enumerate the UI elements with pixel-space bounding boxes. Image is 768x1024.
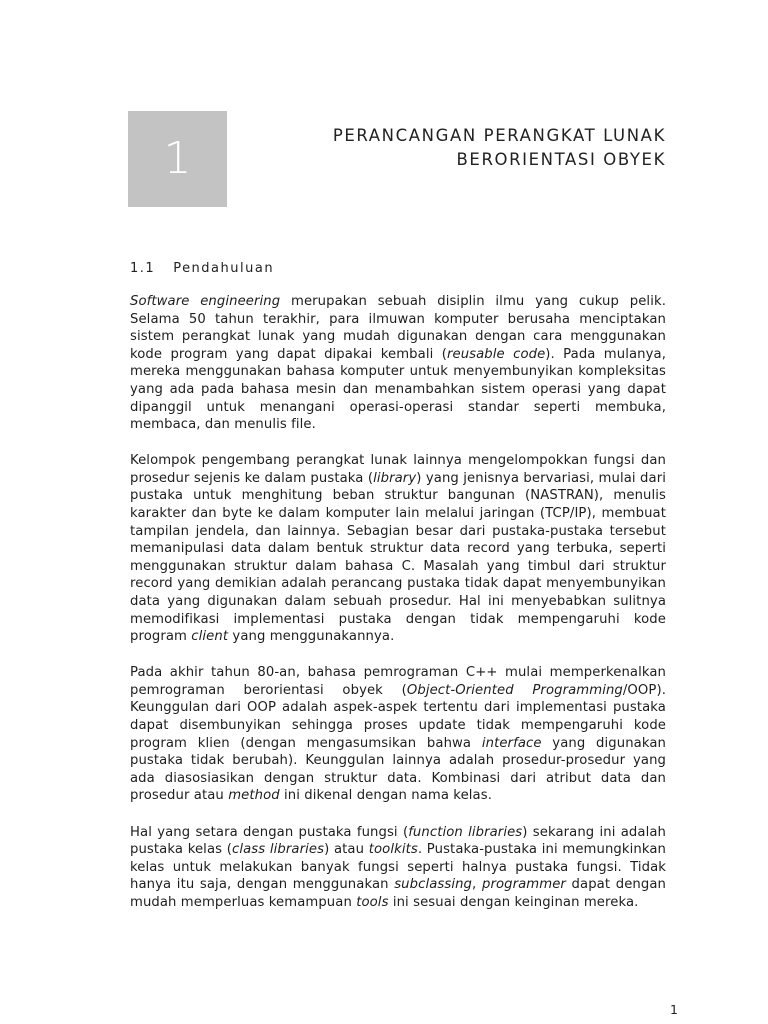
paragraph-3: [130, 664, 666, 805]
text-run: ) yang jenisnya bervariasi, mulai dari pustaka untuk menghitung beban struktur bangunan (NASTRAN), menulis karakter dan byte ke dalam komputer lain melalui jaringan (TCP/IP), membuat tampilan jendela, dan lainnya. Sebagian besar dari pustaka-pustaka tersebut memanipulasi data dalam bentuk struktur data record yang terbuka, seperti menggunakan struktur dalam bahasa C. Masalah yang timbul dari struktur record yang demikian adalah perancang pustaka tidak dapat menyembunyikan data yang digunakan dalam sebuah prosedur. Hal ini menyebabkan sulitnya memodifikasi implementasi pustaka dengan tidak mempengaruhi kode program: [130, 470, 666, 645]
section-title: Pendahuluan: [173, 261, 275, 276]
term-italic: tools: [356, 894, 389, 910]
body-text: [130, 293, 666, 930]
text-run: dapat dengan mudah memperluas kemampuan: [130, 877, 666, 910]
paragraph-4: [130, 824, 666, 912]
term-italic: function libraries: [408, 824, 523, 840]
term-italic: programmer: [481, 877, 566, 893]
chapter-number: 1: [163, 133, 192, 184]
term-italic: interface: [481, 735, 542, 751]
paragraph-2: [130, 452, 666, 646]
text-run: ). Pada mulanya, mereka menggunakan bahasa komputer untuk menyembunyikan kompleksitas yang ada pada bahasa mesin dan menambahkan sistem operasi yang dapat dipanggil untuk menangani operasi-operasi standar seperti membuka, membaca, dan menulis file.: [130, 346, 666, 433]
chapter-title-line-1: PERANCANGAN PERANGKAT LUNAK: [332, 126, 666, 145]
chapter-title-line-2: BERORIENTASI OBYEK: [456, 150, 666, 169]
term-italic: toolkits: [368, 842, 418, 858]
text-run: merupakan sebuah disiplin ilmu yang cukup pelik. Selama 50 tahun terakhir, para ilmuwan komputer berusaha menciptakan sistem perangkat lunak yang mudah digunakan dengan cara menggunakan kode program yang dapat dipakai kembali (: [130, 294, 666, 362]
term-italic: library: [373, 470, 417, 486]
chapter-title: [333, 124, 666, 172]
text-run: yang menggunakannya.: [228, 629, 395, 645]
term-italic: reusable code: [446, 346, 546, 362]
section-heading: [130, 261, 274, 276]
text-run: ,: [472, 877, 482, 893]
term-italic: method: [228, 788, 280, 804]
term-italic: class libraries: [232, 842, 325, 858]
text-run: /OOP). Keunggulan dari OOP adalah aspek-aspek tertentu dari implementasi pustaka dapat disembunyikan sehingga proses update tidak mempengaruhi kode program klien (dengan mengasumsikan bahwa: [130, 682, 666, 751]
text-run: Hal yang setara dengan pustaka fungsi (: [130, 824, 409, 840]
text-run: ini sesuai dengan keinginan mereka.: [388, 894, 639, 910]
term-italic: Object-Oriented Programming: [406, 682, 623, 698]
text-run: ini dikenal dengan nama kelas.: [279, 788, 492, 804]
text-run: ) sekarang ini adalah pustaka kelas (: [130, 824, 666, 858]
chapter-number-box: [128, 111, 227, 207]
term-italic: client: [191, 629, 229, 645]
page-number: 1: [670, 1002, 678, 1017]
section-number: 1.1: [130, 261, 156, 276]
text-run: Kelompok pengembang perangkat lunak lainnya mengelompokkan fungsi dan prosedur sejenis ke dalam pustaka (: [130, 453, 666, 486]
text-run: yang digunakan pustaka tidak berubah). Keunggulan lainnya adalah prosedur-prosedur yang ada diasosiasikan dengan struktur data. Kombinasi dari atribut data dan prosedur atau: [130, 735, 667, 804]
term-italic: subclassing: [394, 877, 473, 893]
text-run: . Pustaka-pustaka ini memungkinkan kelas untuk melakukan banyak fungsi seperti halnya pustaka fungsi. Tidak hanya itu saja, dengan menggunakan: [130, 842, 666, 893]
paragraph-1: [130, 293, 666, 434]
text-run: Pada akhir tahun 80-an, bahasa pemrograman C++ mulai memperkenalkan pemrograman berorientasi obyek (: [130, 665, 666, 698]
term-italic: Software engineering: [130, 294, 281, 309]
text-run: ) atau: [324, 842, 369, 858]
